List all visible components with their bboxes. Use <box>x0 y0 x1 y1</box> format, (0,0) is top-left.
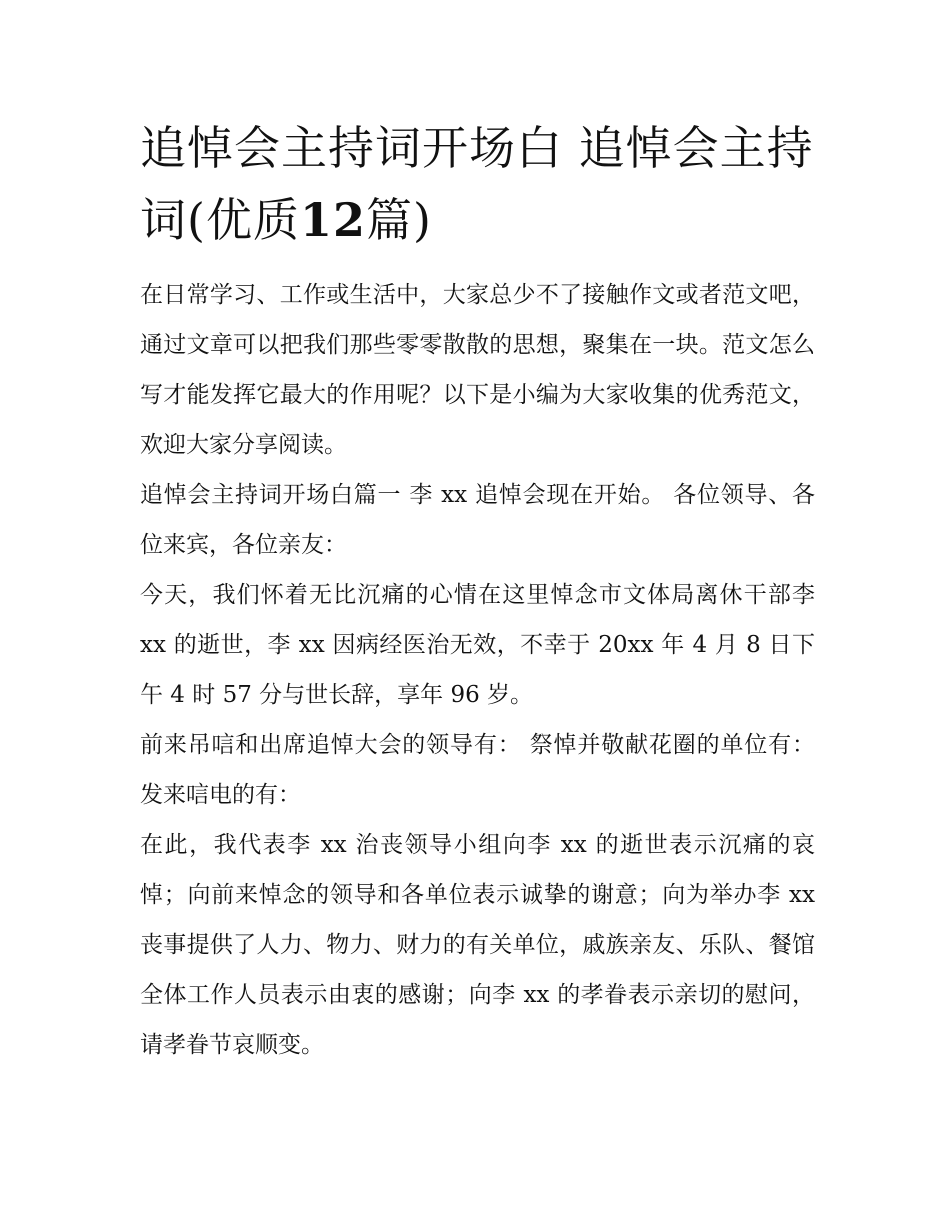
title-number: 12 <box>299 193 366 247</box>
paragraph-intro: 在日常学习、工作或生活中，大家总少不了接触作文或者范文吧，通过文章可以把我们那些零零散散的思想，聚集在一块。范文怎么写才能发挥它最大的作用呢？以下是小编为大家收集的优秀范文，欢迎大家分享阅读。 <box>140 282 815 458</box>
paragraph-attendees: 前来吊唁和出席追悼大会的领导有： 祭悼并敬献花圈的单位有： 发来唁电的有： <box>140 732 815 808</box>
title-text-part2: 篇) <box>365 193 432 247</box>
title-text-part1: 追悼会主持词开场白 追悼会主持词(优质 <box>140 121 814 247</box>
paragraph-opening: 追悼会主持词开场白篇一 李 xx 追悼会现在开始。 各位领导、各位来宾，各位亲友： <box>140 482 815 558</box>
paragraph-thanks: 在此，我代表李 xx 治丧领导小组向李 xx 的逝世表示沉痛的哀悼；向前来悼念的领导和各单位表示诚挚的谢意；向为举办李 xx 丧事提供了人力、物力、财力的有关单位，戚族亲友、乐队、餐馆全体工作人员表示由衷的感谢；向李 xx 的孝眷表示亲切的慰问，请孝眷节哀顺变。 <box>140 832 815 1058</box>
document-page <box>140 112 815 1070</box>
paragraph-mourning: 今天，我们怀着无比沉痛的心情在这里悼念市文体局离休干部李 xx 的逝世，李 xx 因病经医治无效，不幸于 20xx 年 4 月 8 日下午 4 时 57 分与世长辞，享年 96 岁。 <box>140 582 815 708</box>
document-title <box>140 112 815 256</box>
